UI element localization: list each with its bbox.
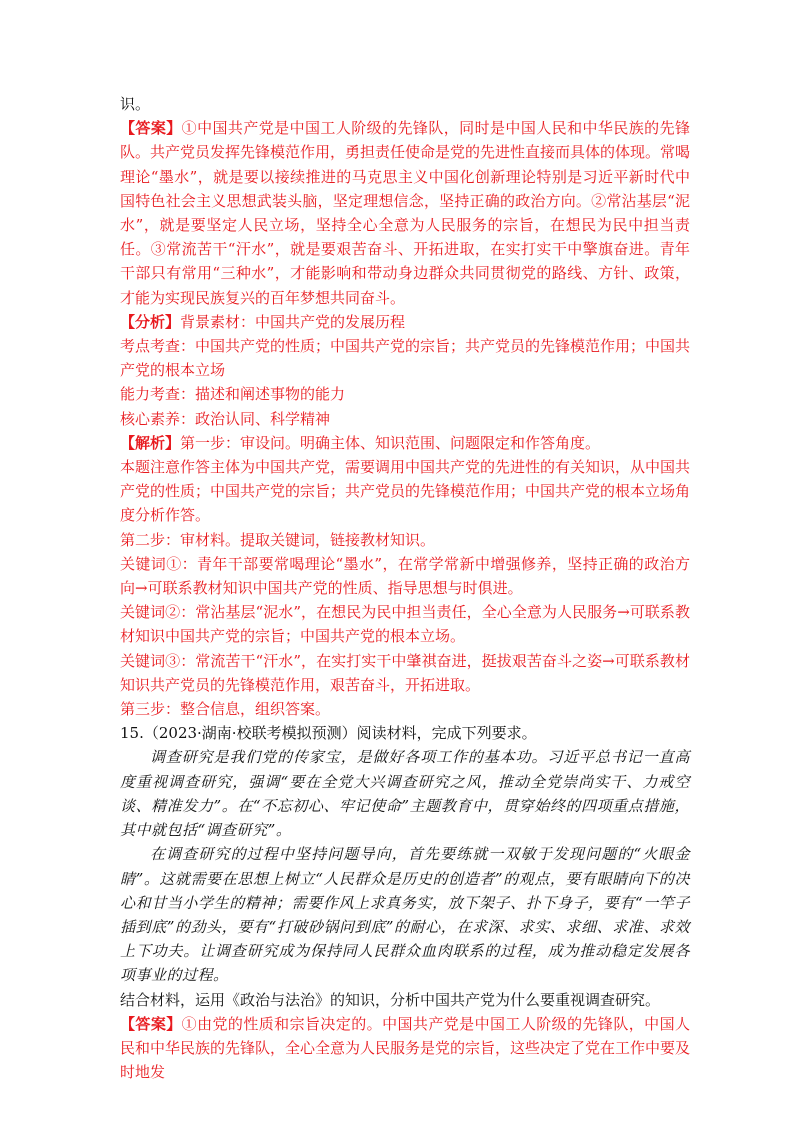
q14-analysis bbox=[120, 310, 690, 334]
nengli-line: 能力考查：描述和阐述事物的能力 bbox=[120, 385, 346, 404]
zhuti-paragraph: 本题注意作答主体为中国共产党，需要调用中国共产党的先进性的有关知识，从中国共产党的性质；中国共产党的宗旨；共产党员的先锋模范作用；中国共产党的根本立场角度分析作答。 bbox=[120, 458, 691, 525]
question-source: （2023·湖南·校联考模拟预测） bbox=[143, 724, 357, 743]
q14-jiexi bbox=[120, 431, 690, 455]
question-number: 15. bbox=[120, 724, 144, 743]
step3-line: 第三步：整合信息，组织答案。 bbox=[120, 700, 331, 719]
jiexi-text: 第一步：审设问。明确主体、知识范围、问题限定和作答角度。 bbox=[180, 433, 601, 452]
keyword-3: 关键词③：常流苦干“汗水”，在实打实干中肇祺奋进，挺拔艰苦奋斗之姿→可联系教材知识共产党员的先锋模范作用，艰苦奋斗，开拓进取。 bbox=[120, 651, 690, 694]
step2-line: 第二步：审材料。提取关键词，链接教材知识。 bbox=[120, 530, 436, 549]
question-prompt: 阅读材料，完成下列要求。 bbox=[356, 724, 537, 743]
q15-answer bbox=[120, 1012, 690, 1085]
document-page bbox=[120, 92, 690, 1084]
q15-header bbox=[120, 721, 690, 745]
analysis-text: 背景素材：中国共产党的发展历程 bbox=[180, 312, 406, 331]
answer-tag: 【答案】 bbox=[120, 1014, 182, 1033]
analysis-tag: 【分析】 bbox=[120, 312, 181, 331]
keyword-1: 关键词①：青年干部要常喝理论“墨水”，在常学常新中增强修养，坚持正确的政治方向→可联系教材知识中国共产党的性质、指导思想与时俱进。 bbox=[120, 554, 690, 598]
top-fragment: 识。 bbox=[120, 95, 151, 113]
keyword-2: 关键词②：常沾基层“泥水”，在想民为民中担当责任，全心全意为人民服务→可联系教材知识中国共产党的宗旨；中国共产党的根本立场。 bbox=[120, 603, 690, 646]
material-paragraph-1: 调查研究是我们党的传家宝，是做好各项工作的基本功。习近平总书记一直高度重视调查研究，强调“要在全党大兴调查研究之风，推动全党崇尚实干、力戒空谈、精准发力”。在“不忘初心、牢记使命”主题教育中，贯穿始终的四项重点措施，其中就包括“调查研究”。 bbox=[120, 748, 690, 840]
answer-text: ①中国共产党是中国工人阶级的先锋队，同时是中国人民和中华民族的先锋队。共产党员发挥先锋模范作用，勇担责任使命是党的先进性直接而具体的体现。常喝理论“墨水”，就是要以接续推进的马克思主义中国化创新理论特别是习近平新时代中国特色社会主义思想武装头脑，坚定理想信念，坚持正确的政治方向。②常沾基层“泥水”，就是要坚定人民立场，坚持全心全意为人民服务的宗旨，在想民为民中担当责任。③常流苦干“汗水”，就是要艰苦奋斗、开拓进取，在实打实干中擎旗奋进。青年干部只有常用“三种水”，才能影响和带动身边群众共同贯彻党的路线、方针、政策，才能为实现民族复兴的百年梦想共同奋斗。 bbox=[120, 119, 691, 307]
q14-answer bbox=[120, 116, 690, 310]
jiexi-tag: 【解析】 bbox=[120, 433, 181, 452]
kaodian-line: 考点考查：中国共产党的性质；中国共产党的宗旨；共产党员的先锋模范作用；中国共产党的根本立场 bbox=[120, 337, 691, 380]
answer-text: ①由党的性质和宗旨决定的。中国共产党是中国工人阶级的先锋队，中国人民和中华民族的先锋队，全心全意为人民服务是党的宗旨，这些决定了党在工作中要及时地发 bbox=[120, 1014, 691, 1082]
hexin-line: 核心素养：政治认同、科学精神 bbox=[120, 409, 331, 428]
q15-question: 结合材料，运用《政治与法治》的知识，分析中国共产党为什么要重视调查研究。 bbox=[120, 990, 661, 1009]
answer-tag: 【答案】 bbox=[120, 119, 182, 138]
material-paragraph-2: 在调查研究的过程中坚持问题导向，首先要练就一双敏于发现问题的“火眼金睛”。这就需要在思想上树立“人民群众是历史的创造者”的观点，要有眼睛向下的决心和甘当小学生的精神；需要作风上求真务实，放下架子、扑下身子，要有“一竿子插到底”的劲头，要有“打破砂锅问到底”的耐心，在求深、求实、求细、求准、求效上下功夫。让调查研究成为保持同人民群众血肉联系的过程，成为推动稳定发展各项事业的过程。 bbox=[120, 845, 690, 985]
